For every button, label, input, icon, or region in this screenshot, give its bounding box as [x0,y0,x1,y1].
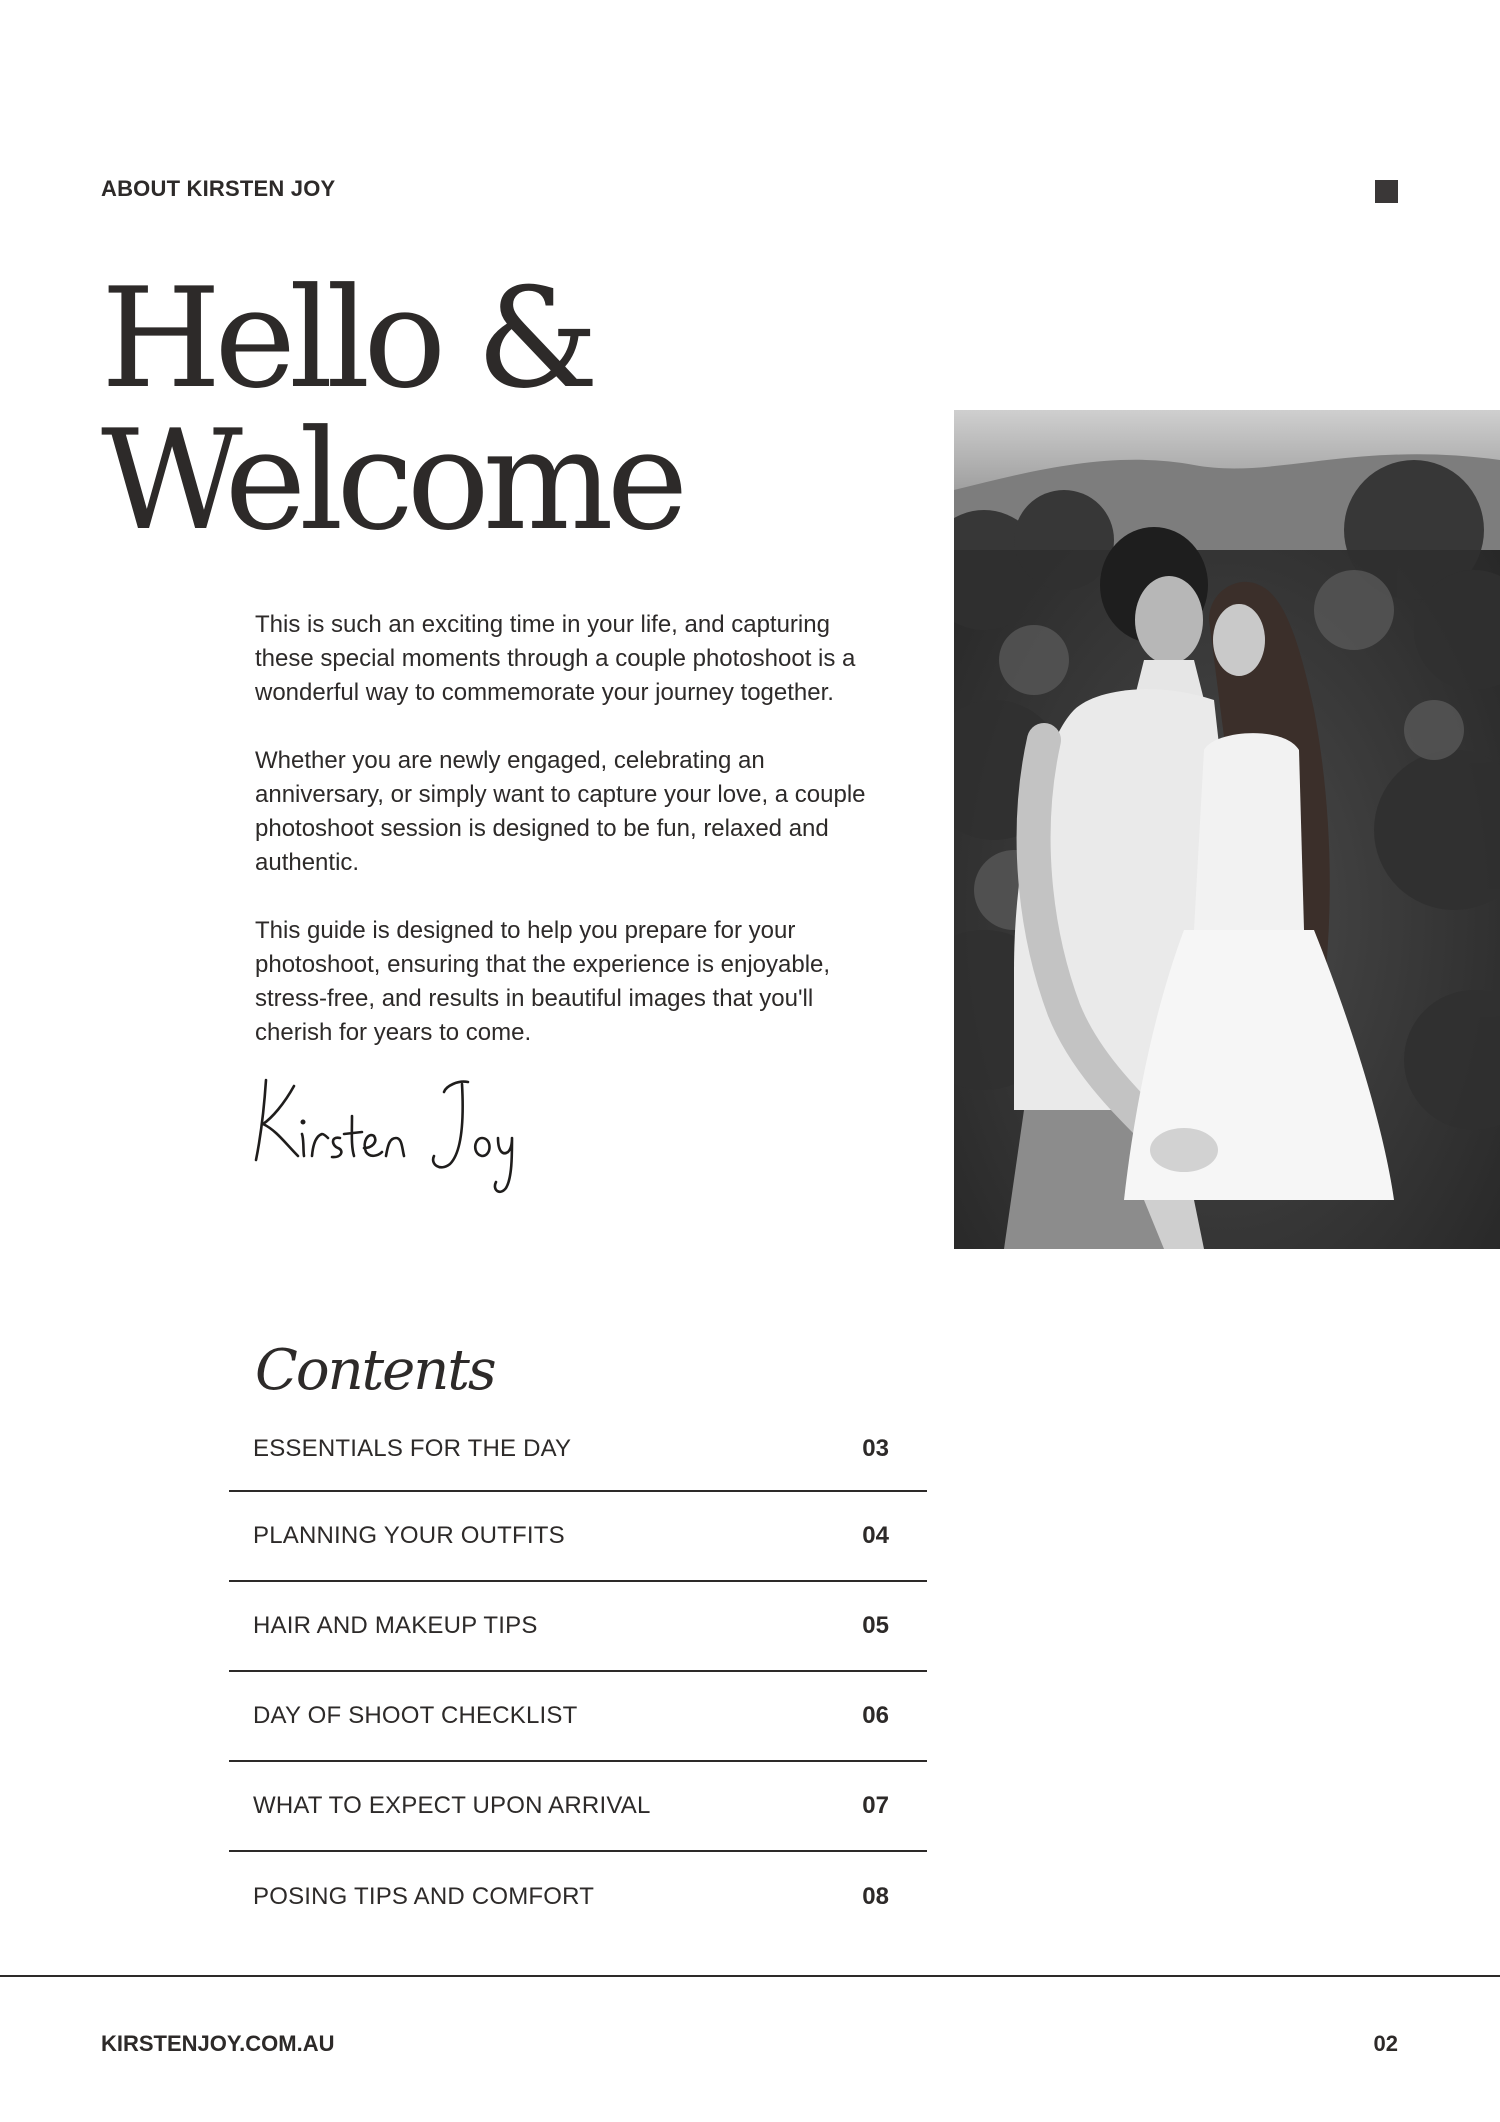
couple-photo-illustration [954,410,1500,1249]
footer-divider [0,1975,1500,1977]
signature-graphic [250,1060,550,1200]
page-title-line-2: Welcome [101,400,682,561]
page-title-line-1: Hello & [101,258,593,419]
page-number: 02 [1373,2031,1398,2056]
toc-item-label: DAY OF SHOOT CHECKLIST [253,1702,578,1729]
signature [250,1060,550,1200]
page-title [101,258,682,561]
intro-paragraph-1: This is such an exciting time in your life, and capturing these special moments through a couple photoshoot is a wonderful way to commemorate your journey together. [255,611,856,706]
intro-paragraph-3: This guide is designed to help you prepare for your photoshoot, ensuring that the experience is enjoyable, stress-free, and results in beautiful images that you'll cherish for years to come. [255,917,831,1046]
toc-item-label: HAIR AND MAKEUP TIPS [253,1612,538,1639]
toc-item[interactable] [229,1852,927,1942]
page-section-label: ABOUT KIRSTEN JOY [101,176,336,201]
toc-item[interactable] [229,1762,927,1852]
square-icon [1375,180,1398,203]
toc-item[interactable] [229,1672,927,1762]
toc-item-page: 06 [862,1702,889,1729]
toc-item[interactable] [229,1400,927,1492]
footer-website-link[interactable]: KIRSTENJOY.COM.AU [101,2031,335,2056]
toc-item-label: PLANNING YOUR OUTFITS [253,1522,565,1549]
toc-item[interactable] [229,1492,927,1582]
contents-title: Contents [255,1338,495,1403]
toc-item-page: 04 [862,1522,889,1549]
intro-text [255,608,895,1084]
couple-photo [954,410,1500,1249]
intro-paragraph-2: Whether you are newly engaged, celebrating an anniversary, or simply want to capture your love, a couple photoshoot session is designed to be fun, relaxed and authentic. [255,747,866,876]
table-of-contents [229,1400,927,1942]
toc-item-page: 08 [862,1883,889,1910]
toc-item-label: POSING TIPS AND COMFORT [253,1883,595,1910]
toc-item-page: 07 [862,1792,889,1819]
toc-item-page: 05 [862,1612,889,1639]
toc-item-page: 03 [862,1435,889,1462]
toc-item[interactable] [229,1582,927,1672]
toc-item-label: ESSENTIALS FOR THE DAY [253,1435,572,1462]
toc-item-label: WHAT TO EXPECT UPON ARRIVAL [253,1792,651,1819]
